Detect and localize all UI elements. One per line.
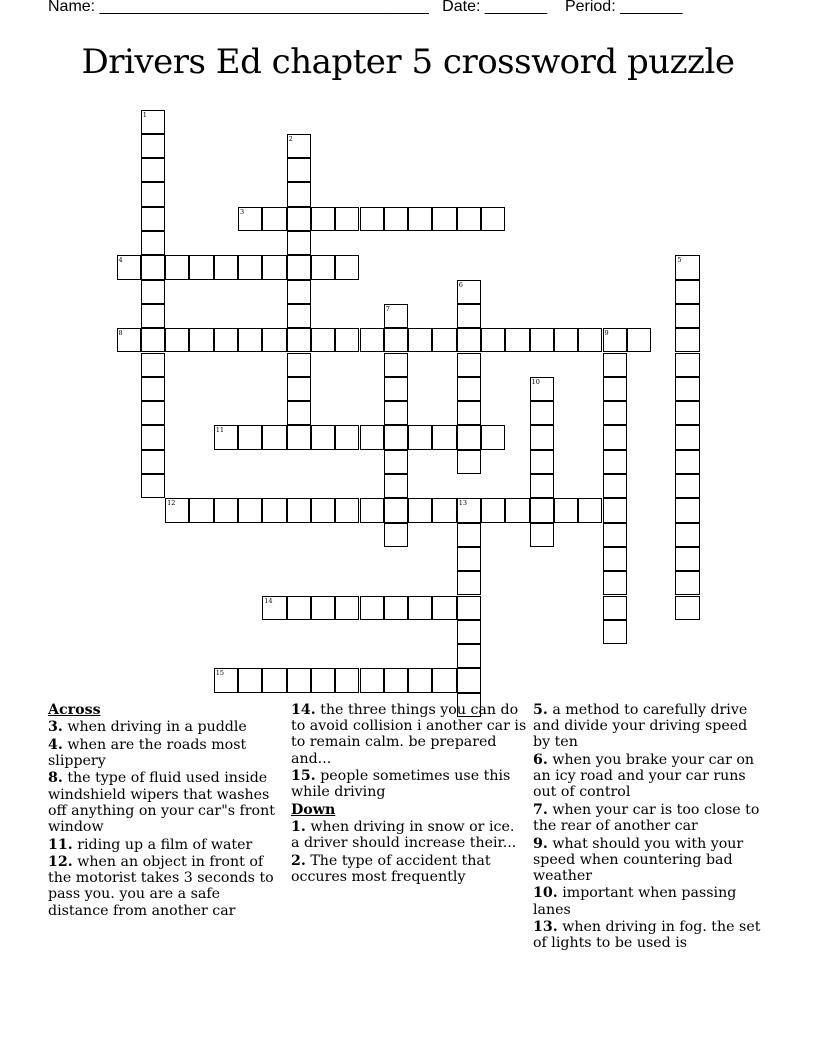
grid-cell[interactable]	[457, 644, 481, 668]
grid-cell[interactable]	[238, 255, 262, 279]
grid-cell[interactable]	[384, 498, 408, 522]
clue-text: The type of accident that occures most frequently	[291, 852, 491, 885]
grid-cell[interactable]	[603, 596, 627, 620]
grid-cell[interactable]	[457, 450, 481, 474]
grid-cell[interactable]	[287, 498, 311, 522]
clue-text: people sometimes use this while driving	[291, 768, 511, 801]
grid-cell[interactable]	[165, 255, 189, 279]
grid-cell[interactable]	[287, 425, 311, 449]
clues-column-3	[533, 702, 763, 953]
grid-cell[interactable]	[408, 207, 432, 231]
grid-cell[interactable]	[675, 474, 699, 498]
cell-number: 9	[604, 329, 609, 338]
grid-cell[interactable]	[457, 401, 481, 425]
grid-cell[interactable]	[554, 328, 578, 352]
clue-number: 4.	[48, 736, 63, 753]
grid-cell[interactable]	[141, 353, 165, 377]
clue-text: what should you with your speed when countering bad weather	[533, 835, 744, 884]
grid-cell[interactable]	[238, 425, 262, 449]
clue-text: when driving in snow or ice. a driver should increase their...	[291, 819, 517, 852]
period-label: Period:	[564, 0, 616, 15]
grid-cell[interactable]	[603, 425, 627, 449]
grid-cell[interactable]	[360, 596, 384, 620]
grid-cell[interactable]	[603, 474, 627, 498]
grid-cell[interactable]	[627, 328, 651, 352]
grid-cell[interactable]	[384, 450, 408, 474]
grid-cell[interactable]	[481, 498, 505, 522]
clue-number: 15.	[291, 768, 316, 785]
grid-cell[interactable]	[141, 474, 165, 498]
grid-cell[interactable]	[408, 328, 432, 352]
grid-cell[interactable]	[311, 498, 335, 522]
grid-cell[interactable]	[603, 377, 627, 401]
grid-cell[interactable]	[141, 158, 165, 182]
grid-cell[interactable]	[360, 425, 384, 449]
grid-cell[interactable]	[335, 498, 359, 522]
cell-number: 5	[677, 256, 682, 265]
grid-cell[interactable]	[335, 596, 359, 620]
cell-number: 6	[458, 280, 463, 289]
grid-cell[interactable]	[287, 304, 311, 328]
grid-cell[interactable]	[457, 620, 481, 644]
grid-cell[interactable]	[287, 328, 311, 352]
clue-down-6	[533, 752, 763, 801]
clue-number: 10.	[533, 885, 558, 902]
grid-cell[interactable]	[360, 668, 384, 692]
grid-cell[interactable]	[603, 523, 627, 547]
clue-number: 13.	[533, 919, 558, 936]
clue-number: 1.	[291, 819, 306, 836]
grid-cell[interactable]	[675, 328, 699, 352]
grid-cell[interactable]	[141, 425, 165, 449]
grid-cell[interactable]	[530, 474, 554, 498]
grid-cell[interactable]	[603, 450, 627, 474]
grid-cell[interactable]	[311, 596, 335, 620]
grid-cell[interactable]	[530, 498, 554, 522]
grid-cell[interactable]	[141, 134, 165, 158]
clue-down-7	[533, 802, 763, 834]
grid-cell[interactable]	[287, 182, 311, 206]
grid-cell[interactable]	[675, 547, 699, 571]
grid-cell[interactable]	[603, 498, 627, 522]
grid-cell[interactable]	[262, 207, 286, 231]
grid-cell[interactable]	[214, 425, 238, 449]
clue-number: 3.	[48, 719, 63, 736]
grid-cell[interactable]	[165, 328, 189, 352]
grid-cell[interactable]	[603, 547, 627, 571]
grid-cell[interactable]	[287, 158, 311, 182]
cell-number: 10	[531, 377, 540, 386]
grid-cell[interactable]	[675, 353, 699, 377]
clue-text: when driving in fog. the set of lights to be used is	[533, 919, 761, 952]
grid-cell[interactable]	[287, 401, 311, 425]
grid-cell[interactable]	[311, 668, 335, 692]
grid-cell[interactable]	[287, 231, 311, 255]
grid-cell[interactable]	[675, 255, 699, 279]
cell-number: 15	[215, 669, 224, 678]
grid-cell[interactable]	[675, 571, 699, 595]
grid-cell[interactable]	[384, 401, 408, 425]
grid-cell[interactable]	[675, 401, 699, 425]
grid-cell[interactable]	[384, 474, 408, 498]
grid-cell[interactable]	[384, 353, 408, 377]
grid-cell[interactable]	[603, 328, 627, 352]
grid-cell[interactable]	[189, 255, 213, 279]
clue-across-14	[291, 702, 527, 767]
grid-cell[interactable]	[287, 353, 311, 377]
grid-cell[interactable]	[675, 523, 699, 547]
grid-cell[interactable]	[311, 255, 335, 279]
grid-cell[interactable]	[238, 498, 262, 522]
clue-text: the three things you can do to avoid collision i another car is to remain calm. be prepared and...	[291, 702, 527, 767]
period-blank[interactable]: _______	[620, 0, 683, 15]
grid-cell[interactable]	[141, 255, 165, 279]
clue-text: when you brake your car on an icy road and your car runs out of control	[533, 751, 755, 801]
grid-cell[interactable]	[675, 377, 699, 401]
across-heading: Across	[48, 702, 101, 718]
grid-cell[interactable]	[335, 255, 359, 279]
clue-down-13	[533, 919, 763, 951]
cell-number: 11	[215, 426, 224, 435]
grid-cell[interactable]	[505, 498, 529, 522]
name-label: Name:	[48, 0, 96, 15]
grid-cell[interactable]	[141, 328, 165, 352]
clue-text: when driving in a puddle	[67, 719, 247, 736]
clue-text: when an object in front of the motorist takes 3 seconds to pass you. you are a safe distance from another car	[48, 854, 274, 919]
grid-cell[interactable]	[432, 328, 456, 352]
grid-cell[interactable]	[432, 207, 456, 231]
grid-cell[interactable]	[384, 523, 408, 547]
grid-cell[interactable]	[189, 498, 213, 522]
grid-cell[interactable]	[117, 328, 141, 352]
cell-number: 2	[288, 134, 293, 143]
cell-number: 7	[385, 304, 390, 313]
down-heading: Down	[291, 801, 336, 818]
clue-down-5	[533, 702, 763, 751]
grid-cell[interactable]	[189, 328, 213, 352]
grid-cell[interactable]	[578, 328, 602, 352]
grid-cell[interactable]	[457, 547, 481, 571]
cell-number: 4	[118, 256, 123, 265]
grid-cell[interactable]	[262, 596, 286, 620]
grid-cell[interactable]	[141, 280, 165, 304]
clue-number: 5.	[533, 702, 548, 718]
grid-cell[interactable]	[141, 401, 165, 425]
grid-cell[interactable]	[408, 668, 432, 692]
clue-number: 12.	[48, 854, 73, 871]
grid-cell[interactable]	[238, 328, 262, 352]
grid-cell[interactable]	[141, 231, 165, 255]
clue-number: 2.	[291, 852, 306, 869]
grid-cell[interactable]	[530, 523, 554, 547]
grid-cell[interactable]	[287, 668, 311, 692]
grid-cell[interactable]	[432, 425, 456, 449]
grid-cell[interactable]	[457, 523, 481, 547]
grid-cell[interactable]	[675, 304, 699, 328]
cell-number: 8	[118, 329, 123, 338]
cell-number: 14	[264, 596, 273, 605]
grid-cell[interactable]	[384, 425, 408, 449]
grid-cell[interactable]	[530, 377, 554, 401]
clue-text: when your car is too close to the rear of another car	[533, 801, 760, 835]
grid-cell[interactable]	[675, 450, 699, 474]
grid-cell[interactable]	[311, 328, 335, 352]
grid-cell[interactable]	[675, 596, 699, 620]
grid-cell[interactable]	[262, 255, 286, 279]
grid-cell[interactable]	[481, 328, 505, 352]
clues-column-1	[48, 702, 284, 920]
grid-cell[interactable]	[675, 425, 699, 449]
grid-cell[interactable]	[384, 377, 408, 401]
grid-cell[interactable]	[384, 304, 408, 328]
grid-cell[interactable]	[238, 207, 262, 231]
grid-cell[interactable]	[117, 255, 141, 279]
grid-cell[interactable]	[214, 498, 238, 522]
grid-cell[interactable]	[530, 401, 554, 425]
grid-cell[interactable]	[457, 280, 481, 304]
clue-across-15	[291, 768, 527, 800]
clue-down-10	[533, 885, 763, 917]
grid-cell[interactable]	[432, 668, 456, 692]
grid-cell[interactable]	[335, 425, 359, 449]
clue-across-4	[48, 737, 284, 769]
grid-cell[interactable]	[675, 498, 699, 522]
grid-cell[interactable]	[457, 668, 481, 692]
grid-cell[interactable]	[384, 596, 408, 620]
clue-across-8	[48, 770, 284, 835]
clue-across-3	[48, 719, 284, 735]
grid-cell[interactable]	[603, 353, 627, 377]
clue-text: a method to carefully drive and divide your driving speed by ten	[533, 702, 748, 751]
grid-cell[interactable]	[457, 425, 481, 449]
grid-cell[interactable]	[554, 498, 578, 522]
grid-cell[interactable]	[457, 377, 481, 401]
grid-cell[interactable]	[141, 377, 165, 401]
grid-cell[interactable]	[262, 425, 286, 449]
clue-down-1	[291, 819, 527, 851]
grid-cell[interactable]	[262, 498, 286, 522]
grid-cell[interactable]	[238, 668, 262, 692]
clue-number: 14.	[291, 702, 316, 718]
clue-number: 11.	[48, 836, 73, 853]
clue-text: when are the roads most slippery	[48, 736, 247, 769]
clue-number: 9.	[533, 835, 548, 852]
cell-number: 13	[458, 499, 467, 508]
grid-cell[interactable]	[141, 304, 165, 328]
grid-cell[interactable]	[384, 328, 408, 352]
date-blank[interactable]: _______	[484, 0, 548, 15]
grid-cell[interactable]	[384, 668, 408, 692]
grid-cell[interactable]	[603, 620, 627, 644]
grid-cell[interactable]	[408, 596, 432, 620]
grid-cell[interactable]	[603, 401, 627, 425]
cell-number: 12	[167, 499, 176, 508]
grid-cell[interactable]	[481, 207, 505, 231]
clue-number: 8.	[48, 770, 63, 787]
grid-cell[interactable]	[214, 328, 238, 352]
grid-cell[interactable]	[262, 668, 286, 692]
grid-cell[interactable]	[530, 450, 554, 474]
grid-cell[interactable]	[287, 255, 311, 279]
grid-cell[interactable]	[165, 498, 189, 522]
grid-cell[interactable]	[457, 596, 481, 620]
grid-cell[interactable]	[408, 425, 432, 449]
grid-cell[interactable]	[432, 596, 456, 620]
grid-cell[interactable]	[287, 596, 311, 620]
grid-cell[interactable]	[360, 328, 384, 352]
grid-cell[interactable]	[287, 134, 311, 158]
grid-cell[interactable]	[360, 498, 384, 522]
cell-number: 3	[240, 207, 245, 216]
clue-text: important when passing lanes	[533, 885, 737, 918]
grid-cell[interactable]	[408, 498, 432, 522]
clue-across-11	[48, 837, 284, 853]
clue-down-9	[533, 836, 763, 885]
grid-cell[interactable]	[214, 255, 238, 279]
date-label: Date:	[442, 0, 481, 15]
grid-cell[interactable]	[603, 571, 627, 595]
clue-across-12	[48, 854, 284, 919]
grid-cell[interactable]	[505, 328, 529, 352]
grid-cell[interactable]	[457, 571, 481, 595]
clue-number: 6.	[533, 751, 548, 768]
grid-cell[interactable]	[141, 450, 165, 474]
grid-cell[interactable]	[214, 668, 238, 692]
clues-column-2	[291, 702, 527, 886]
grid-cell[interactable]	[262, 328, 286, 352]
name-blank[interactable]: _____________________________________	[99, 0, 429, 15]
grid-cell[interactable]	[457, 498, 481, 522]
grid-cell[interactable]	[530, 425, 554, 449]
grid-cell[interactable]	[141, 207, 165, 231]
clue-down-2	[291, 853, 527, 885]
clue-text: the type of fluid used inside windshield wipers that washes off anything on your car"s front window	[48, 770, 275, 836]
grid-cell[interactable]	[287, 377, 311, 401]
cell-number: 1	[142, 110, 147, 119]
grid-cell[interactable]	[335, 668, 359, 692]
grid-cell[interactable]	[457, 328, 481, 352]
clue-number: 7.	[533, 801, 548, 818]
grid-cell[interactable]	[311, 207, 335, 231]
grid-cell[interactable]	[141, 110, 165, 134]
grid-cell[interactable]	[311, 425, 335, 449]
grid-cell[interactable]	[335, 328, 359, 352]
grid-cell[interactable]	[287, 207, 311, 231]
grid-cell[interactable]	[578, 498, 602, 522]
grid-cell[interactable]	[335, 207, 359, 231]
grid-cell[interactable]	[457, 304, 481, 328]
grid-cell[interactable]	[384, 207, 408, 231]
grid-cell[interactable]	[432, 498, 456, 522]
grid-cell[interactable]	[457, 353, 481, 377]
grid-cell[interactable]	[530, 328, 554, 352]
grid-cell[interactable]	[481, 425, 505, 449]
grid-cell[interactable]	[287, 280, 311, 304]
grid-cell[interactable]	[141, 182, 165, 206]
grid-cell[interactable]	[457, 207, 481, 231]
grid-cell[interactable]	[675, 280, 699, 304]
student-info-line	[48, 0, 682, 16]
clue-text: riding up a film of water	[77, 836, 253, 853]
page-title: Drivers Ed chapter 5 crossword puzzle	[81, 42, 735, 82]
grid-cell[interactable]	[360, 207, 384, 231]
